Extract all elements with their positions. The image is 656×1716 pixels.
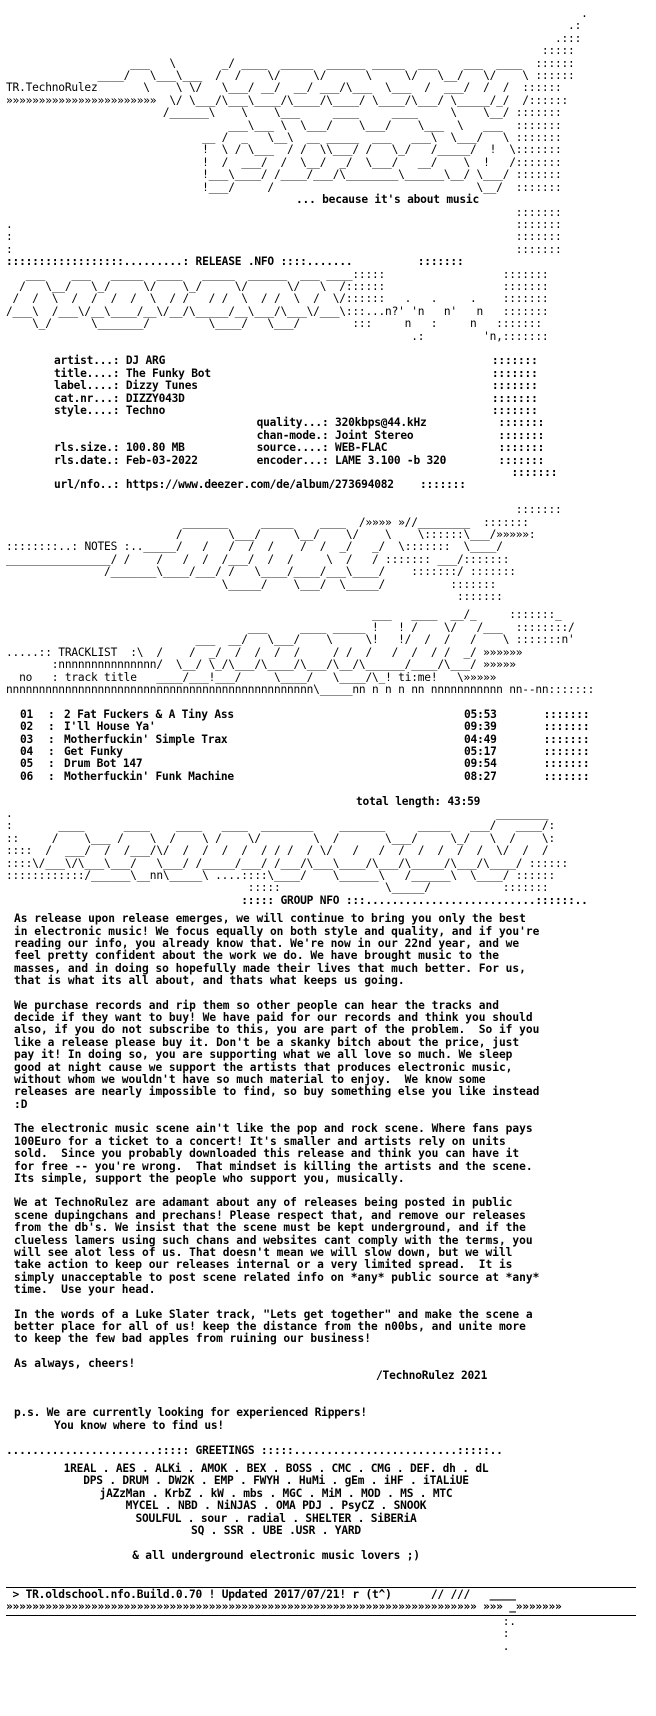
- title-value: The Funky Bot: [125, 366, 211, 380]
- track-row[interactable]: 06 : Motherfuckin' Funk Machine 08:27 :::::::: [20, 769, 590, 783]
- bottom-dots: :. : .: [502, 1614, 516, 1653]
- track-length: 08:27: [464, 769, 497, 783]
- source-value: WEB-FLAC: [335, 441, 388, 455]
- track-length: 09:54: [464, 757, 497, 771]
- group-paragraph: The electronic music scene ain't like the pop and rock scene. Where fans pays 100Euro for a ticket to a concert! It's smaller and artists rely on units sold. Since you probably downloaded this release and think you can have it for free -- you're wrong. That mindset is killing the artists and the scene. Its simple, support the people who support you, musically.: [14, 1122, 540, 1185]
- group-title: GROUP NFO: [280, 893, 340, 907]
- greetings-line: SQ . SSR . UBE .USR . YARD: [191, 1524, 361, 1538]
- track-title: I'll House Ya': [64, 720, 156, 734]
- greetings-line: SOULFUL . sour . radial . SHELTER . SiBERiA: [135, 1511, 417, 1525]
- group-paragraph: In the words of a Luke Slater track, "Lets get together" and make the scene a better place for all of us! keep the distance from the n00bs, and unite more to keep the few bad apples from ruining our business!: [14, 1307, 540, 1346]
- release-title: RELEASE .NFO: [195, 255, 274, 269]
- track-number: 01: [20, 707, 34, 721]
- tagline: ... because it's about music: [296, 193, 479, 207]
- encoder-value: LAME 3.100 -b 320: [335, 453, 447, 467]
- track-length: 09:39: [464, 720, 497, 734]
- track-row[interactable]: 01 : 2 Fat Fuckers & A Tiny Ass 05:53 :::::::: [20, 707, 590, 721]
- track-list: [6, 709, 646, 783]
- divider-dots: ::::::: . ::::::: : ::::::: : :::::::: [6, 205, 562, 256]
- group-paragraph: We at TechnoRulez are adamant about any of releases being posted in public scene dupingchans and prechans! Please respect that, and remove our releases from the db's. We insist that the scene must be kept underground, and if the clueless lamers using such chans and websites cant comply with the terms, you will see alot less of us. That doesn't mean we will slow down, but we will take action to keep our releases internal or a very limited spread. It is simply unacceptable to post scene related info on *any* public source at *any* time. Use your head.: [14, 1196, 547, 1297]
- catnr-value: DIZZY043D: [125, 391, 185, 405]
- track-number: 05: [20, 757, 34, 771]
- track-row[interactable]: 03 : Motherfuckin' Simple Trax 04:49 :::::::: [20, 732, 590, 746]
- greetings-list: [6, 1463, 646, 1537]
- ps-line-2: You know where to find us!: [54, 1418, 224, 1432]
- footer-bar: > TR.oldschool.nfo.Build.0.70 ! Updated 2017/07/21! r (t^) // /// ____ »»»»»»»»»»»»»»»»»»»»»»»»»»»»»»»»»»»»»»»»»»»»»»»»»»»»»»»»»»»»»»»»»»»»»»»» »»» _»»»»»»»: [6, 1587, 636, 1616]
- group-paragraph: We purchase records and rip them so other people can hear the tracks and decide if they want to buy! We have paid for our records and think you should also, if you do not subscribe to this, you are part of the problem. So if you like a release please buy it. Don't be a skanky bitch about the price, just pay it! In doing so, you are supporting what we all love so much. We sleep good at night cause we support the artists that produces electronic music, without whom we wouldn't have so much material to enjoy. We know some releases are nearly impossible to find, so buy something else you like instead :D: [14, 998, 547, 1111]
- col-title: track title: [64, 670, 137, 684]
- col-time: ti:me: [398, 670, 431, 684]
- track-number: 04: [20, 744, 34, 758]
- group-section-header: ::::: GROUP NFO :::..........................::::::..: [6, 893, 588, 907]
- track-row[interactable]: 05 : Drum Bot 147 09:54 :::::::: [20, 757, 590, 771]
- url-value[interactable]: https://www.deezer.com/de/album/273694082: [125, 478, 394, 492]
- nfo-document: [6, 8, 646, 1708]
- notes-title: NOTES: [84, 540, 118, 554]
- date-value: Feb-03-2022: [125, 453, 198, 467]
- greetings-title: GREETINGS: [195, 1443, 255, 1457]
- release-info-block: artist...: DJ ARG ::::::: title....: The Funky Bot ::::::: label....: Dizzy Tunes ::::::: cat.nr...: DIZZY043D ::::::: style....: Techno ::::::: quality...: 320kbps@44.kHz ::::::: chan-mode.: Joint Stereo ::::::: rls.size.: 100.80 MB source....: WEB-FLAC ::::::: rls.date.: Feb-03-2022 encoder...: LAME 3.100 -b 320 ::::::: ::::::: url/nfo..: https://www.deezer.com/de/album/273694082 :::::::: [54, 354, 558, 492]
- greetings-line: 1REAL . AES . ALKi . AMOK . BEX . BOSS . CMC . CMG . DEF. dh . dL: [63, 1461, 489, 1475]
- track-title: Get Funky: [64, 744, 123, 758]
- track-title: Motherfuckin' Funk Machine: [64, 769, 234, 783]
- greetings-line: DPS . DRUM . DW2K . EMP . FWYH . HuMi . gEm . iHF . iTALiUE: [83, 1474, 469, 1488]
- greetings-line: jAZzMan . KrbZ . kW . mbs . MGC . MiM . MOD . MS . MTC: [99, 1486, 453, 1500]
- greetings-closing: & all underground electronic music lovers ;): [132, 1548, 420, 1562]
- col-no: no: [19, 670, 33, 684]
- label-value: Dizzy Tunes: [125, 379, 198, 393]
- total-length: total length: 43:59: [356, 794, 481, 808]
- logo-ascii-art: ___ \ _/ ____ _____ ______ _____ ___ ___ ____ :::::: ____/ \___\___ / / \/ \/ \ \/ \__/ \/ \ :::::: TR.TechnoRulez \ \ \/ \___/ __/ __/ ___/\___ \___ / ___/ / / :::::: »»»»»»»»»»»»»»»»»»»»»»» \/ \___/\___\____/\____/\____/ \____/\___/ \_____/_/ /:::::: /______\ \ \___ ____ ____ \ \__/ ::::::: ___\___ \ \___/ \___/ \___ \ ___ ::::::: __ / _ \__\ __ _____ ___ ___\ \___/ \ ::::::: ! \ / \___ / / \\___/ / \_/ /_____/ ! \::::::: ! / ___/ / \__/ _/ \___/ __/ \ ! /::::::: !___\____/ /____/___/\________\______\__/ \___/ ::::::: !___/ / \__/ :::::::: [6, 56, 575, 194]
- notes-header: ::::::::..: NOTES :..: [6, 540, 144, 554]
- track-length: 05:17: [464, 744, 497, 758]
- chan-mode-value: Joint Stereo: [335, 428, 414, 442]
- track-number: 02: [20, 720, 34, 734]
- group-tag: TR.TechnoRulez: [6, 81, 98, 95]
- artist-value: DJ ARG: [125, 354, 166, 368]
- track-row[interactable]: 02 : I'll House Ya' 09:39 :::::::: [20, 720, 590, 734]
- footer-updated: Updated 2017/07/21: [221, 1588, 340, 1601]
- style-value: Techno: [125, 403, 166, 417]
- track-title: Motherfuckin' Simple Trax: [64, 732, 228, 746]
- quality-value: 320kbps@44.kHz: [335, 416, 427, 430]
- signature: /TechnoRulez 2021: [376, 1369, 488, 1383]
- notes-ascii-art: ::::::: _______ _____ ____ /»»»» »//________ ::::::: / \___/ \__/ \/ \ \::::::\___/»»»»»: ::::::::..: NOTES :.._____/ / / / / / / _/ _/ \::::::: \____/ ________________/ / / / / /___/ / / \ / / ::::::: ___/::::::: /_______\____/___/ / \____/____/___\____/ :::::::/ ::::::: \_____/ \___/ \_____/ ::::::: :::::::: [6, 503, 562, 604]
- tracklist-header: .....:: TRACKLIST :\: [6, 645, 144, 659]
- footer-credit: r (t^): [352, 1588, 392, 1601]
- greetings-line: MYCEL . NBD . NiNJAS . OMA PDJ . PsyCZ . SNOOK: [125, 1499, 427, 1513]
- greetings-section-header: .......................::::: GREETINGS :::::.........................:::::..: [6, 1443, 503, 1457]
- group-paragraph: As always, cheers!: [14, 1356, 136, 1370]
- size-value: 100.80 MB: [125, 441, 185, 455]
- track-number: 03: [20, 732, 34, 746]
- release-section-header: ::::::::::::::::::.........: RELEASE .NFO ::::....... :::::::: [6, 255, 464, 269]
- track-length: 05:53: [464, 707, 497, 721]
- group-paragraph: As release upon release emerges, we will continue to bring you only the best in electronic music! We focus equally on both style and quality, and if you're reading our info, you already know that. We're now in our 22nd year, and we feel pretty confident about the work we do. We have brought music to the masses, and in doing so hopefully made their lives that much better. For us, that is what its all about, and thats what keeps us going.: [14, 912, 547, 988]
- footer-build: TR.oldschool.nfo.Build.0.70: [25, 1588, 203, 1601]
- track-title: Drum Bot 147: [64, 757, 143, 771]
- track-row[interactable]: 04 : Get Funky 05:17 :::::::: [20, 744, 590, 758]
- group-ascii-art: . ________ : ____ ____ ____ ____ ________ _______ _____ ___/ ____/: :: / \___ / \ / \ / \/ \ / \___/ \_/ \ / \: :::: / ___/ / /___/\/ / / / / / / / / \/ / / / / / / / \/ / / ::::\/___\/\___\___/ \___/ /_____/___/ /___/\___\____/\___/\_____/\___/\____/ :::::: ::::::::::::/______\__nn\_____\ ....::::\____/ \______\ /______\ \____/ :::::: ::::: \_____/ :::::::: [6, 806, 569, 895]
- tracklist-ascii-art: ___ ____ __/_ :::::::_ ___ ____ _____ ! ! / \/ /___ ::::::::/ ___ __/ \___/ \ \! !/ / / / \ :::::::n' .....:: TRACKLIST :\ / / _/ / / / / / / / / / / / _/ »»»»»» :nnnnnnnnnnnnnnn/ \__/ \_/\___/\____/\___/\__/\______/____/\___/ »»»»» no : track title ____/___!___/ \____/ \____/\_! ti:me! \»»»»» nnnnnnnnnnnnnnnnnnnnnnnnnnnnnnnnnnnnnnnnnnnnnnn\_____nn n n n nn nnnnnnnnnnn nn--nn:::::::: [6, 608, 595, 696]
- track-title: 2 Fat Fuckers & A Tiny Ass: [64, 707, 234, 721]
- track-length: 04:49: [464, 732, 497, 746]
- ps-line: p.s. We are currently looking for experienced Rippers!: [14, 1406, 367, 1420]
- tracklist-title: TRACKLIST: [58, 645, 118, 659]
- top-right-dots: . .: .::: :::::: [541, 8, 588, 58]
- release-ascii-art: ___ ___ _____ ____ _____ ______ ___ ____::::: ::::::: / \__/ \_/ \/ \_/ \/ \/ \ /:::::: ::::::: / / \ / / / / \ / / / / \ / / \ / \/:::::: . . . ::::::: /___\ /___\/__\____/__\/__/\_____/__\___/\___\/___\:::...n?' 'n n' n ::::::: \_/ \_______/ \____/ \___/ ::: n : n ::::::: .: 'n,:::::::: [6, 267, 549, 343]
- track-number: 06: [20, 769, 34, 783]
